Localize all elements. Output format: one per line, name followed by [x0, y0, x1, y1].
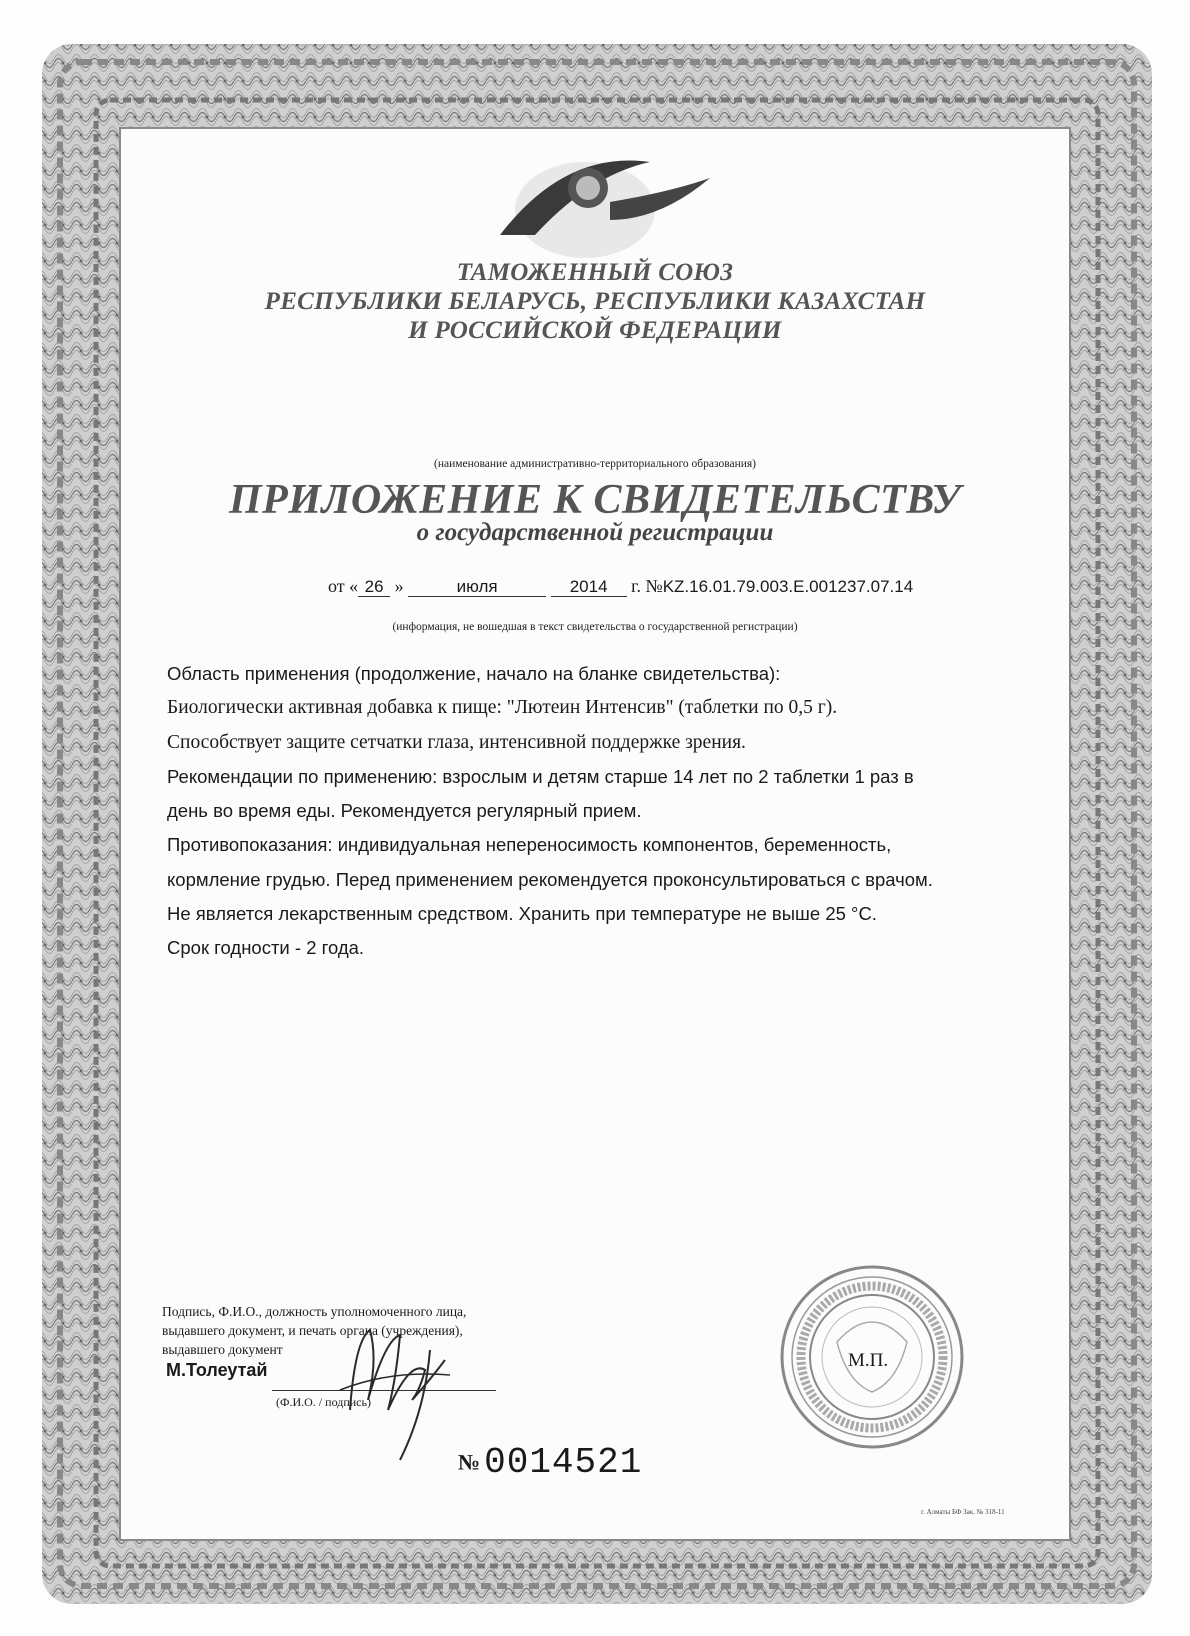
signature-caption-line-3: выдавшего документ: [162, 1342, 283, 1357]
body-line-2: Биологически активная добавка к пище: "Лютеин Интенсив" (таблетки по 0,5 г).: [167, 697, 838, 719]
signatory-name: М.Толеутай: [166, 1360, 268, 1380]
certificate-body: [167, 657, 1067, 966]
body-line-5: день во время еды. Рекомендуется регулярный прием.: [167, 800, 642, 822]
form-serial-number: [458, 1442, 642, 1483]
date-year: 2014: [551, 578, 627, 597]
info-caption: (информация, не вошедшая в текст свидетельства о государственной регистрации): [392, 621, 798, 633]
registration-dateline: [328, 576, 913, 597]
date-day: 26: [358, 578, 390, 597]
serial-prefix: №: [458, 1449, 481, 1475]
signature-caption-line-1: Подпись, Ф.И.О., должность уполномоченного лица,: [162, 1304, 467, 1319]
union-line-3: И РОССИЙСКОЙ ФЕДЕРАЦИИ: [408, 317, 782, 344]
body-line-1: Область применения (продолжение, начало на бланке свидетельства):: [167, 663, 781, 684]
customs-union-emblem: [470, 140, 720, 270]
date-day-close: »: [394, 576, 404, 596]
body-line-4: Рекомендации по применению: взрослым и детям старше 14 лет по 2 таблетки 1 раз в: [167, 765, 914, 787]
body-line-9: Срок годности - 2 года.: [167, 937, 365, 959]
serial-number: 0014521: [484, 1442, 643, 1483]
handwritten-signature: [330, 1300, 460, 1470]
date-prefix: от «: [328, 576, 359, 596]
date-year-suffix: г.: [631, 576, 641, 596]
signature-caption-line-2: выдавшего документ, и печать органа (учреждения),: [162, 1323, 463, 1338]
number-prefix: №: [645, 576, 663, 596]
printer-note: г. Алматы БФ Зак. № 318-11: [921, 1508, 1005, 1516]
union-line-1: ТАМОЖЕННЫЙ СОЮЗ: [456, 259, 734, 286]
date-month: июля: [408, 578, 546, 597]
body-line-3: Способствует защите сетчатки глаза, интенсивной поддержке зрения.: [167, 731, 746, 753]
body-line-6: Противопоказания: индивидуальная непереносимость компонентов, беременность,: [167, 834, 892, 856]
admin-region-caption: (наименование административно-территориального образования): [433, 458, 757, 470]
registration-number: KZ.16.01.79.003.E.001237.07.14: [662, 577, 914, 596]
union-line-2: РЕСПУБЛИКИ БЕЛАРУСЬ, РЕСПУБЛИКИ КАЗАХСТАН: [264, 288, 926, 315]
body-line-7: кормление грудью. Перед применением рекомендуется проконсультироваться с врачом.: [167, 868, 933, 890]
document-title: ПРИЛОЖЕНИЕ К СВИДЕТЕЛЬСТВУ: [229, 477, 961, 523]
customs-union-heading: [0, 258, 1190, 345]
signature-sub-caption: (Ф.И.О. / подпись): [276, 1395, 371, 1409]
stamp-placeholder-label: М.П.: [848, 1350, 889, 1371]
document-subtitle: о государственной регистрации: [416, 519, 774, 546]
body-line-8: Не является лекарственным средством. Хранить при температуре не выше 25 °С.: [167, 903, 877, 925]
